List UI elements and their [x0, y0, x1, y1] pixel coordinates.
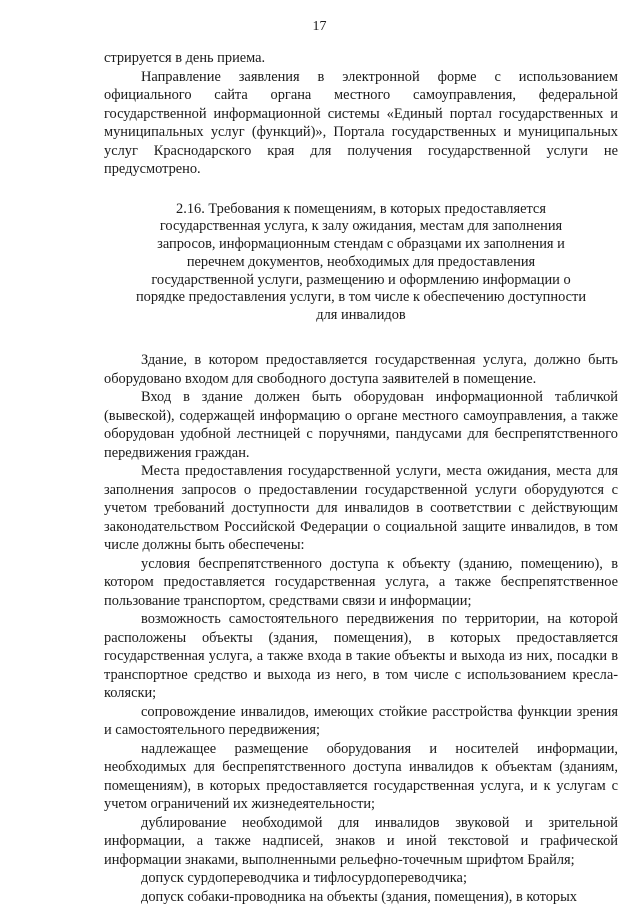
list-item-information-duplication: дублирование необходимой для инвалидов звуковой и зрительной информации, а также надписей, знаков и иной текстовой и графической информации знаками, выполненными рельефно-точечным шрифтом Брайля; — [104, 814, 618, 868]
list-item-independent-movement: возможность самостоятельного передвижения по территории, на которой расположены объекты (здания, помещения), в которых предоставляется государственная услуга, а также входа в такие объекты и выхода из них, посадки в транспортное средство и выхода из него, в том числе с использованием кресла-коляски; — [104, 611, 618, 702]
paragraph-accessibility-requirements: Места предоставления государственной услуги, места ожидания, места для заполнения запросов о предоставлении государственной услуги оборудуются с учетом требований доступности для инвалидов в соответствии с действующим законодательством Российской Федерации о социальной защите инвалидов, в том числе должны быть обеспечены: — [104, 463, 618, 554]
list-item-equipment-placement: надлежащее размещение оборудования и носителей информации, необходимых для беспрепятственного доступа инвалидов к объектам (зданиям, помещениям), в которых предоставляется государственная услуга, и к услугам с учетом ограничений их жизнедеятельности; — [104, 740, 618, 813]
list-item-sign-interpreter: допуск сурдопереводчика и тифлосурдопереводчика; — [141, 870, 467, 887]
page-number: 17 — [312, 19, 327, 34]
paragraph-electronic-application: Направление заявления в электронной форме с использованием официального сайта органа местного самоуправления, федеральной государственной информационной системы «Единый портал государственных и муниципальных услуг (функций)», Портала государственных и муниципальных услуг Краснодарского края для получения государственной услуги не предусмотрено. — [104, 68, 618, 177]
document-body — [104, 49, 618, 906]
list-item-access-conditions: условия беспрепятственного доступа к объекту (зданию, помещению), в котором предоставляется государственная услуга, а также беспрепятственное пользование транспортом, средствами связи и информации; — [104, 555, 618, 609]
paragraph-entrance-signage: Вход в здание должен быть оборудован информационной табличкой (вывеской), содержащей информацию о органе местного самоуправления, а также оборудован удобной лестницей с поручнями, пандусами для беспрепятственного передвижения граждан. — [104, 389, 618, 461]
paragraph-building-entrance: Здание, в котором предоставляется государственная услуга, должно быть оборудовано входом для свободного доступа заявителей в помещение. — [104, 352, 618, 387]
section-heading-2-16: 2.16. Требования к помещениям, в которых предоставляется государственная услуга, к залу ожидания, местам для заполнения запросов, информационным стендам с образцами их заполнения и перечнем документов, необходимых для предоставления государственной услуги, размещению и оформлению информации о порядке предоставления услуги, в том числе к обеспечению доступности для инвалидов — [135, 200, 587, 324]
list-item-escort: сопровождение инвалидов, имеющих стойкие расстройства функции зрения и самостоятельного передвижения; — [104, 703, 618, 739]
list-item-guide-dog: допуск собаки-проводника на объекты (здания, помещения), в которых — [141, 888, 577, 905]
paragraph-continuation: стрируется в день приема. — [104, 50, 266, 66]
